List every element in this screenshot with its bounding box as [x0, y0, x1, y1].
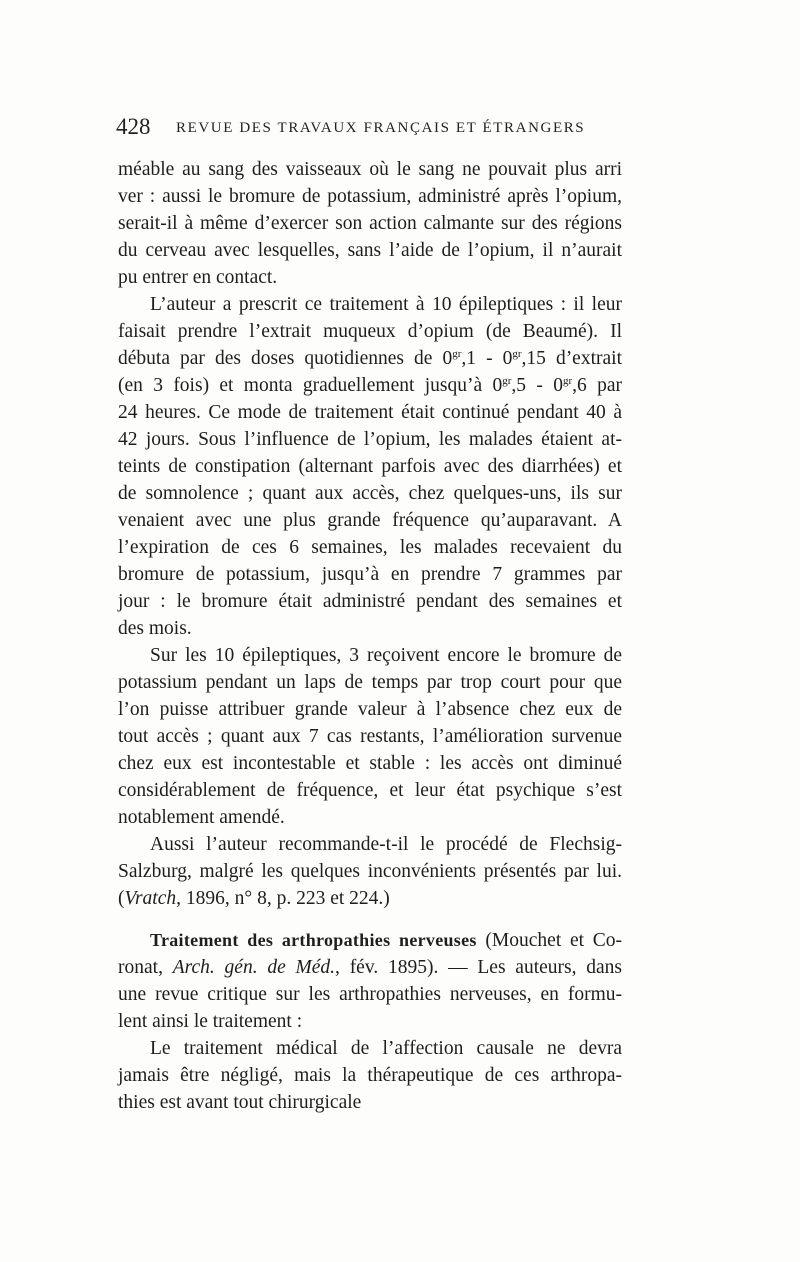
text-line: potassium pendant un laps de temps par trop court pour que: [118, 672, 622, 693]
text-line: pu entrer en contact.: [118, 267, 278, 288]
page-header: [116, 114, 622, 144]
text-line: bromure de potassium, jusqu’à en prendre 7 grammes par: [118, 564, 622, 585]
text-line: jour : le bromure était administré pendant des semaines et: [118, 591, 622, 612]
text-line: [118, 885, 622, 912]
text-line: chez eux est incontestable et stable : les accès ont diminué: [118, 753, 622, 774]
journal-title: Arch. gén. de Méd.: [172, 957, 336, 978]
text-line: jamais être négligé, mais la thérapeutique de ces arthropa-: [118, 1065, 622, 1086]
section-heading: Traitement des arthropathies nerveuses: [150, 930, 477, 950]
text-line: teints de constipation (alternant parfois avec des diarrhées) et: [118, 456, 622, 477]
text-line: L’auteur a prescrit ce traitement à 10 épileptiques : il leur: [150, 294, 622, 315]
text-line: venaient avec une plus grande fréquence qu’auparavant. A: [118, 510, 622, 531]
text-line: 24 heures. Ce mode de traitement était continué pendant 40 à: [118, 402, 622, 423]
text-line: 42 jours. Sous l’influence de l’opium, les malades étaient at-: [118, 429, 622, 450]
text-fragment: , fév. 1895). — Les auteurs, dans: [335, 957, 622, 978]
text-line: [118, 954, 622, 981]
text-line: Aussi l’auteur recommande-t-il le procédé de Flechsig-: [150, 834, 622, 855]
unit-superscript: gr: [562, 375, 573, 387]
text-fragment: (: [118, 888, 125, 909]
section-heading-line: [150, 927, 622, 954]
text-line: thies est avant tout chirurgicale: [118, 1092, 362, 1113]
text-fragment: (Mouchet et Co-: [476, 930, 622, 951]
unit-superscript: gr: [452, 348, 462, 360]
text-line: ver : aussi le bromure de potassium, administré après l’opium,: [118, 186, 622, 207]
text-line: de somnolence ; quant aux accès, chez quelques-uns, ils sur: [118, 483, 622, 504]
journal-title: Vratch: [124, 888, 177, 909]
text-line: faisait prendre l’extrait muqueux d’opium (de Beaumé). Il: [118, 321, 622, 342]
unit-superscript: gr: [512, 348, 522, 360]
text-line: une revue critique sur les arthropathies nerveuses, en formu-: [118, 984, 622, 1005]
text-line: tout accès ; quant aux 7 cas restants, l’amélioration survenue: [118, 726, 622, 747]
text-line: notablement amendé.: [118, 807, 285, 828]
text-line: méable au sang des vaisseaux où le sang ne pouvait plus arri: [118, 159, 622, 180]
unit-superscript: gr: [502, 375, 512, 387]
text-fragment: débuta par des doses quotidiennes de 0: [118, 348, 453, 369]
text-line: [118, 345, 622, 372]
text-fragment: ,6 par: [572, 375, 622, 396]
text-line: des mois.: [118, 618, 192, 639]
text-fragment: ,15 d’extrait: [521, 348, 622, 369]
text-fragment: ,5 - 0: [511, 375, 563, 396]
text-line: considérablement de fréquence, et leur état psychique s’est: [118, 780, 622, 801]
text-line: l’expiration de ces 6 semaines, les malades recevaient du: [118, 537, 622, 558]
text-fragment: , 1896, n° 8, p. 223 et 224.): [176, 888, 390, 909]
text-line: lent ainsi le traitement :: [118, 1011, 303, 1032]
text-line: l’on puisse attribuer grande valeur à l’absence chez eux de: [118, 699, 622, 720]
text-line: Sur les 10 épileptiques, 3 reçoivent encore le bromure de: [150, 645, 622, 666]
text-fragment: (en 3 fois) et monta graduellement jusqu’à 0: [118, 375, 503, 396]
page-number: 428: [116, 114, 151, 139]
text-line: Le traitement médical de l’affection causale ne devra: [150, 1038, 622, 1059]
text-fragment: ronat,: [118, 957, 173, 978]
text-line: Salzburg, malgré les quelques inconvénients présentés par lui.: [118, 861, 622, 882]
text-line: [118, 372, 622, 399]
running-title: REVUE DES TRAVAUX FRANÇAIS ET ÉTRANGERS: [176, 120, 586, 136]
text-line: serait-il à même d’exercer son action calmante sur des régions: [118, 213, 622, 234]
text-fragment: ,1 - 0: [461, 348, 513, 369]
text-line: du cerveau avec lesquelles, sans l’aide de l’opium, il n’aurait: [118, 240, 622, 261]
